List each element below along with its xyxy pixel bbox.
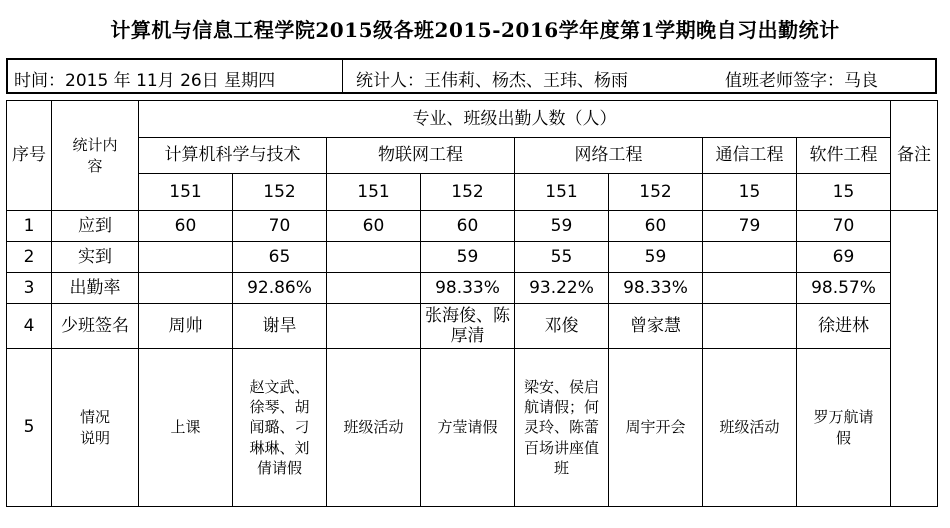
data-cell: 赵文武、徐琴、胡闻璐、刁琳琳、刘倩请假 xyxy=(233,349,327,507)
class-cell: 15 xyxy=(797,174,891,211)
row-label: 情况说明 xyxy=(52,349,139,507)
major-telecom: 通信工程 xyxy=(703,138,797,174)
data-cell: 55 xyxy=(515,242,609,273)
class-cell: 151 xyxy=(139,174,233,211)
data-cell: 69 xyxy=(797,242,891,273)
data-cell: 方莹请假 xyxy=(421,349,515,507)
info-divider xyxy=(342,60,343,92)
table-row xyxy=(7,242,938,273)
table-row xyxy=(7,304,938,349)
info-bar xyxy=(6,58,937,94)
data-cell: 98.33% xyxy=(421,273,515,304)
data-cell: 罗万航请假 xyxy=(797,349,891,507)
data-cell: 60 xyxy=(421,211,515,242)
teacher-signature-text: 值班老师签字：马良 xyxy=(725,71,878,91)
data-cell: 59 xyxy=(515,211,609,242)
table-row xyxy=(7,211,938,242)
data-cell: 79 xyxy=(703,211,797,242)
class-cell: 15 xyxy=(703,174,797,211)
header-content: 统计内容 xyxy=(52,101,139,211)
data-cell: 张海俊、陈厚清 xyxy=(421,304,515,349)
major-software: 软件工程 xyxy=(797,138,891,174)
data-cell xyxy=(703,242,797,273)
page-title: 计算机与信息工程学院2015级各班2015-2016学年度第1学期晚自习出勤统计 xyxy=(110,18,840,42)
counters-text: 统计人：王伟莉、杨杰、王玮、杨雨 xyxy=(356,71,628,91)
data-cell: 93.22% xyxy=(515,273,609,304)
header-group: 专业、班级出勤人数（人） xyxy=(139,101,891,138)
data-cell: 邓俊 xyxy=(515,304,609,349)
header-seq: 序号 xyxy=(7,101,52,211)
data-cell: 60 xyxy=(139,211,233,242)
data-cell: 59 xyxy=(421,242,515,273)
data-cell: 70 xyxy=(797,211,891,242)
data-cell: 徐进林 xyxy=(797,304,891,349)
row-number: 1 xyxy=(7,211,52,242)
row-label: 应到 xyxy=(52,211,139,242)
data-cell: 周帅 xyxy=(139,304,233,349)
data-cell: 上课 xyxy=(139,349,233,507)
major-cs: 计算机科学与技术 xyxy=(139,138,327,174)
data-cell: 60 xyxy=(609,211,703,242)
data-cell xyxy=(703,273,797,304)
attendance-table xyxy=(6,100,938,507)
class-cell: 152 xyxy=(233,174,327,211)
data-cell: 65 xyxy=(233,242,327,273)
row-number: 4 xyxy=(7,304,52,349)
class-cell: 152 xyxy=(421,174,515,211)
data-cell: 60 xyxy=(327,211,421,242)
data-cell: 98.57% xyxy=(797,273,891,304)
data-cell: 98.33% xyxy=(609,273,703,304)
row-number: 5 xyxy=(7,349,52,507)
row-label: 少班签名 xyxy=(52,304,139,349)
data-cell: 班级活动 xyxy=(327,349,421,507)
data-cell: 70 xyxy=(233,211,327,242)
remark-cell xyxy=(891,211,938,507)
data-cell xyxy=(327,242,421,273)
row-label: 实到 xyxy=(52,242,139,273)
row-number: 2 xyxy=(7,242,52,273)
date-text: 时间：2015 年 11月 26日 星期四 xyxy=(14,71,276,91)
row-number: 3 xyxy=(7,273,52,304)
row-label: 出勤率 xyxy=(52,273,139,304)
header-remark: 备注 xyxy=(891,101,938,211)
data-cell: 谢旱 xyxy=(233,304,327,349)
data-cell: 92.86% xyxy=(233,273,327,304)
data-cell xyxy=(703,304,797,349)
data-cell: 59 xyxy=(609,242,703,273)
data-cell xyxy=(139,273,233,304)
data-cell xyxy=(327,304,421,349)
major-iot: 物联网工程 xyxy=(327,138,515,174)
major-network: 网络工程 xyxy=(515,138,703,174)
table-row xyxy=(7,349,938,507)
data-cell: 周宇开会 xyxy=(609,349,703,507)
table-row xyxy=(7,273,938,304)
data-cell: 曾家慧 xyxy=(609,304,703,349)
data-cell xyxy=(139,242,233,273)
data-cell xyxy=(327,273,421,304)
class-cell: 151 xyxy=(327,174,421,211)
class-cell: 151 xyxy=(515,174,609,211)
data-cell: 班级活动 xyxy=(703,349,797,507)
class-cell: 152 xyxy=(609,174,703,211)
data-cell: 梁安、侯启航请假；何灵玲、陈蕾百场讲座值班 xyxy=(515,349,609,507)
